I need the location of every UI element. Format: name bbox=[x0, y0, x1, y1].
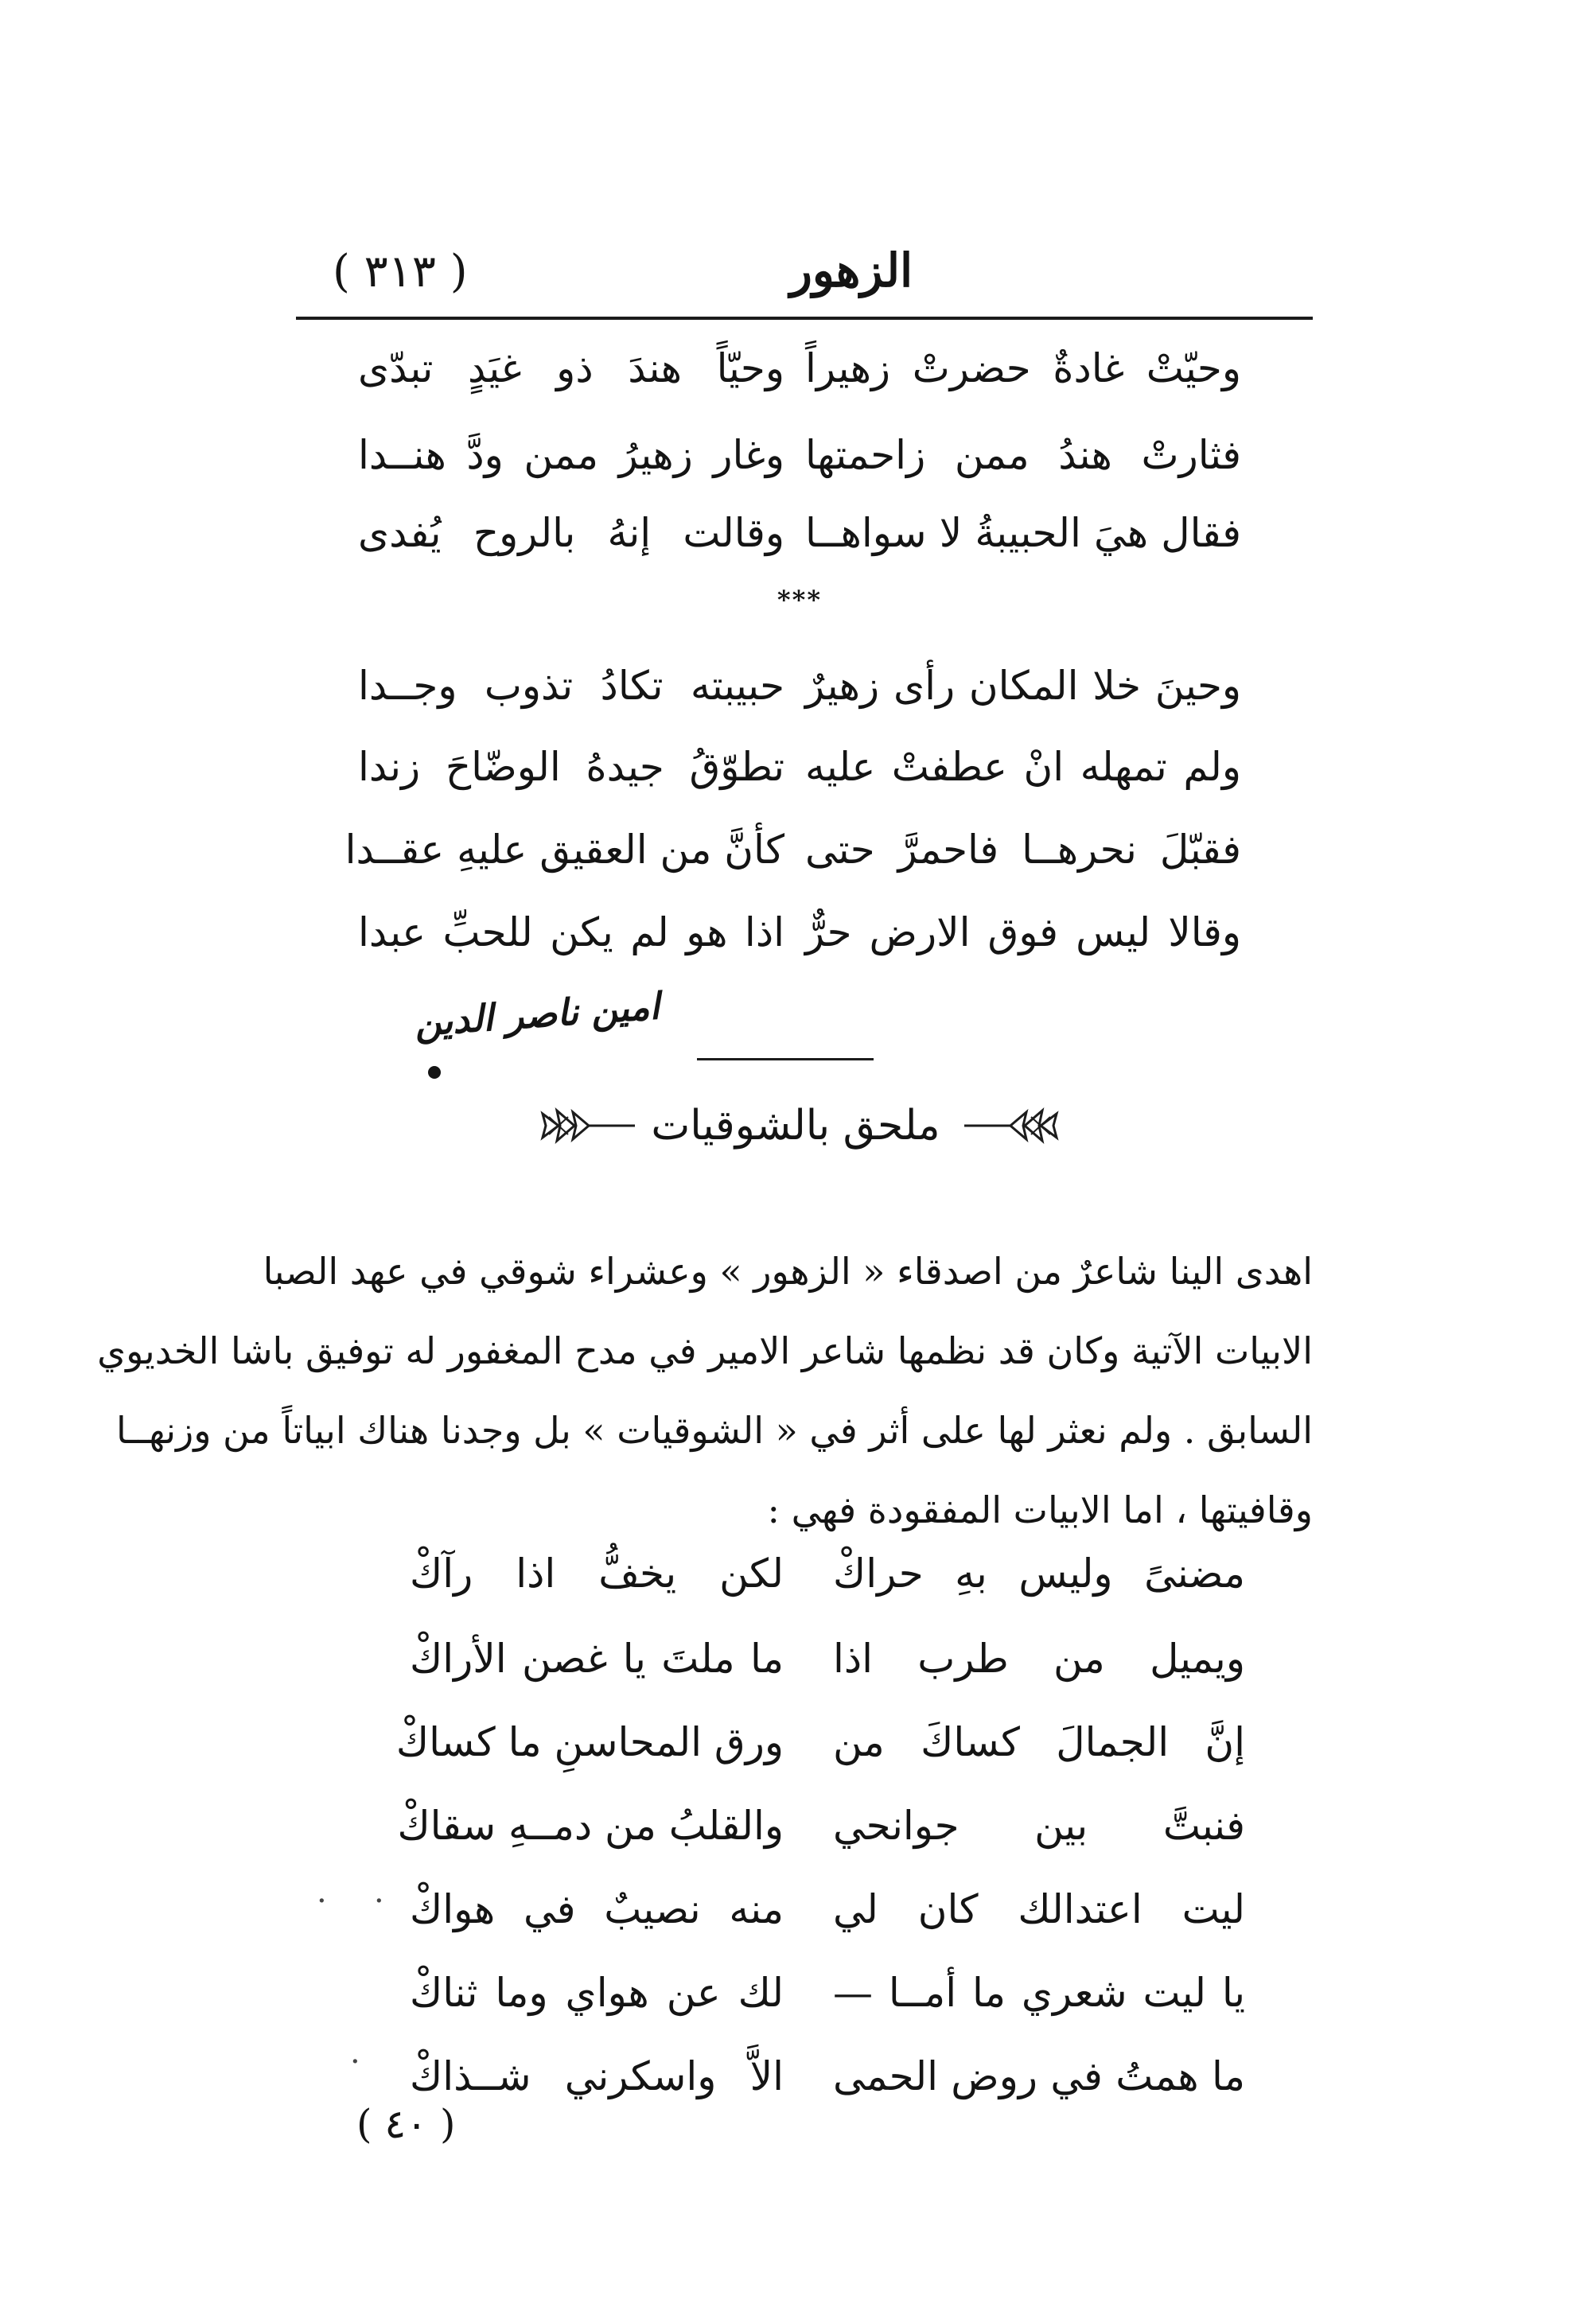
verse-hemistich-right: ويميل من طرب اذا bbox=[833, 1636, 1245, 1682]
paragraph-line: الابيات الآتية وكان قد نظمها شاعر الامير في مدح المغفور له توفيق باشا الخديوي bbox=[97, 1329, 1313, 1372]
verse-hemistich-left: ما ملتَ يا غصن الأراكْ bbox=[410, 1636, 784, 1682]
section-title: ملحق بالشوقيات bbox=[651, 1102, 940, 1150]
verse-hemistich-right: وحيّتْ غادةٌ حضرتْ زهيراً bbox=[805, 345, 1241, 391]
verse-hemistich-left: ورق المحاسنِ ما كساكْ bbox=[395, 1719, 784, 1765]
verse-hemistich-right: ما همتُ في روض الحمى bbox=[833, 2053, 1245, 2099]
verse-hemistich-right: فقال هيَ الحبيبةُ لا سواهــا bbox=[805, 510, 1241, 556]
verse-hemistich-right: ليت اعتدالك كان لي bbox=[833, 1886, 1245, 1932]
scan-speck: · bbox=[374, 1883, 384, 1920]
scan-speck: · bbox=[317, 1883, 327, 1920]
verse-line bbox=[410, 1953, 1245, 2033]
verse-line bbox=[358, 646, 1241, 726]
verse-hemistich-right: فثارتْ هندُ ممن زاحمتها bbox=[805, 432, 1241, 478]
verse-hemistich-right: وقالا ليس فوق الارض حرٌّ bbox=[805, 909, 1241, 955]
verse-hemistich-left: وقالت إنهُ بالروح يُفدى bbox=[358, 510, 784, 556]
verse-hemistich-left: وغار زهيرُ ممن ودَّ هنــدا bbox=[358, 432, 784, 478]
verse-hemistich-left: لك عن هواي وما ثناكْ bbox=[410, 1970, 784, 2016]
scan-speck: · bbox=[350, 2044, 360, 2080]
paragraph-line: وقافيتها ، اما الابيات المفقودة فهي : bbox=[767, 1488, 1313, 1531]
verse-hemistich-right: وحينَ خلا المكان رأى زهيرٌ bbox=[805, 663, 1241, 709]
verse-hemistich-left: وحيّاً هندَ ذو غيَدٍ تبدّى bbox=[358, 345, 784, 391]
signature-dot bbox=[428, 1066, 441, 1079]
verse-hemistich-left: كأنَّ من العقيق عليهِ عقــدا bbox=[345, 827, 784, 873]
verse-line bbox=[410, 1619, 1245, 1698]
paragraph-line: اهدى الينا شاعرٌ من اصدقاء « الزهور » وعشراء شوقي في عهد الصبا bbox=[263, 1250, 1313, 1293]
verse-hemistich-right: فقبّلَ نحرهــا فاحمرَّ حتى bbox=[805, 827, 1241, 873]
verse-line bbox=[358, 415, 1241, 495]
verse-hemistich-right: إنَّ الجمالَ كساكَ من bbox=[833, 1719, 1245, 1765]
verse-hemistich-left: منه نصيبٌ في هواكْ bbox=[410, 1886, 784, 1932]
verse-hemistich-left: والقلبُ من دمــهِ سقاكْ bbox=[397, 1803, 784, 1849]
ornament-right-icon bbox=[963, 1106, 1074, 1149]
verse-line bbox=[395, 1702, 1245, 1782]
verse-hemistich-right: مضنىً وليس بهِ حراكْ bbox=[833, 1550, 1245, 1597]
header-rule bbox=[296, 317, 1313, 320]
verse-line bbox=[345, 810, 1241, 889]
verse-line bbox=[410, 1534, 1245, 1613]
verse-hemistich-left: الاَّ واسكرني شــذاكْ bbox=[410, 2053, 784, 2099]
verse-line bbox=[410, 1870, 1245, 1949]
verse-line bbox=[358, 329, 1241, 408]
verse-hemistich-left: لكن يخفُّ اذا رآكْ bbox=[410, 1550, 784, 1597]
section-heading bbox=[517, 1090, 1074, 1161]
paragraph-line: السابق . ولم نعثر لها على أثر في « الشوقيات » بل وجدنا هناك ابياتاً من وزنهــا bbox=[116, 1409, 1313, 1452]
verse-line bbox=[358, 727, 1241, 807]
signature-mark: ( ٤٠ ) bbox=[356, 2101, 456, 2147]
intro-paragraph bbox=[97, 1231, 1313, 1550]
verse-hemistich-right: يا ليت شعري ما أمــا — bbox=[833, 1970, 1245, 2016]
verse-hemistich-right: ولم تمهله انْ عطفتْ عليه bbox=[805, 744, 1241, 790]
verse-line bbox=[358, 493, 1241, 573]
verse-hemistich-left: حبيبته تكادُ تذوب وجــدا bbox=[358, 663, 784, 709]
section-divider bbox=[697, 1058, 874, 1060]
stanza-separator: *** bbox=[777, 585, 823, 615]
verse-hemistich-left: تطوّقُ جيدهُ الوضّاحَ زندا bbox=[358, 744, 784, 790]
verse-hemistich-right: فنبتَّ بين جوانحي bbox=[833, 1803, 1245, 1849]
verse-hemistich-left: اذا هو لم يكن للحبِّ عبدا bbox=[358, 909, 784, 955]
running-title: الزهور bbox=[789, 243, 913, 298]
verse-line bbox=[397, 1786, 1245, 1866]
author-signature: امين ناصر الدين bbox=[413, 984, 661, 1045]
page-number: ( ٣١٣ ) bbox=[333, 246, 468, 298]
ornament-left-icon bbox=[525, 1106, 636, 1149]
verse-line bbox=[358, 893, 1241, 972]
verse-line bbox=[410, 2037, 1245, 2116]
